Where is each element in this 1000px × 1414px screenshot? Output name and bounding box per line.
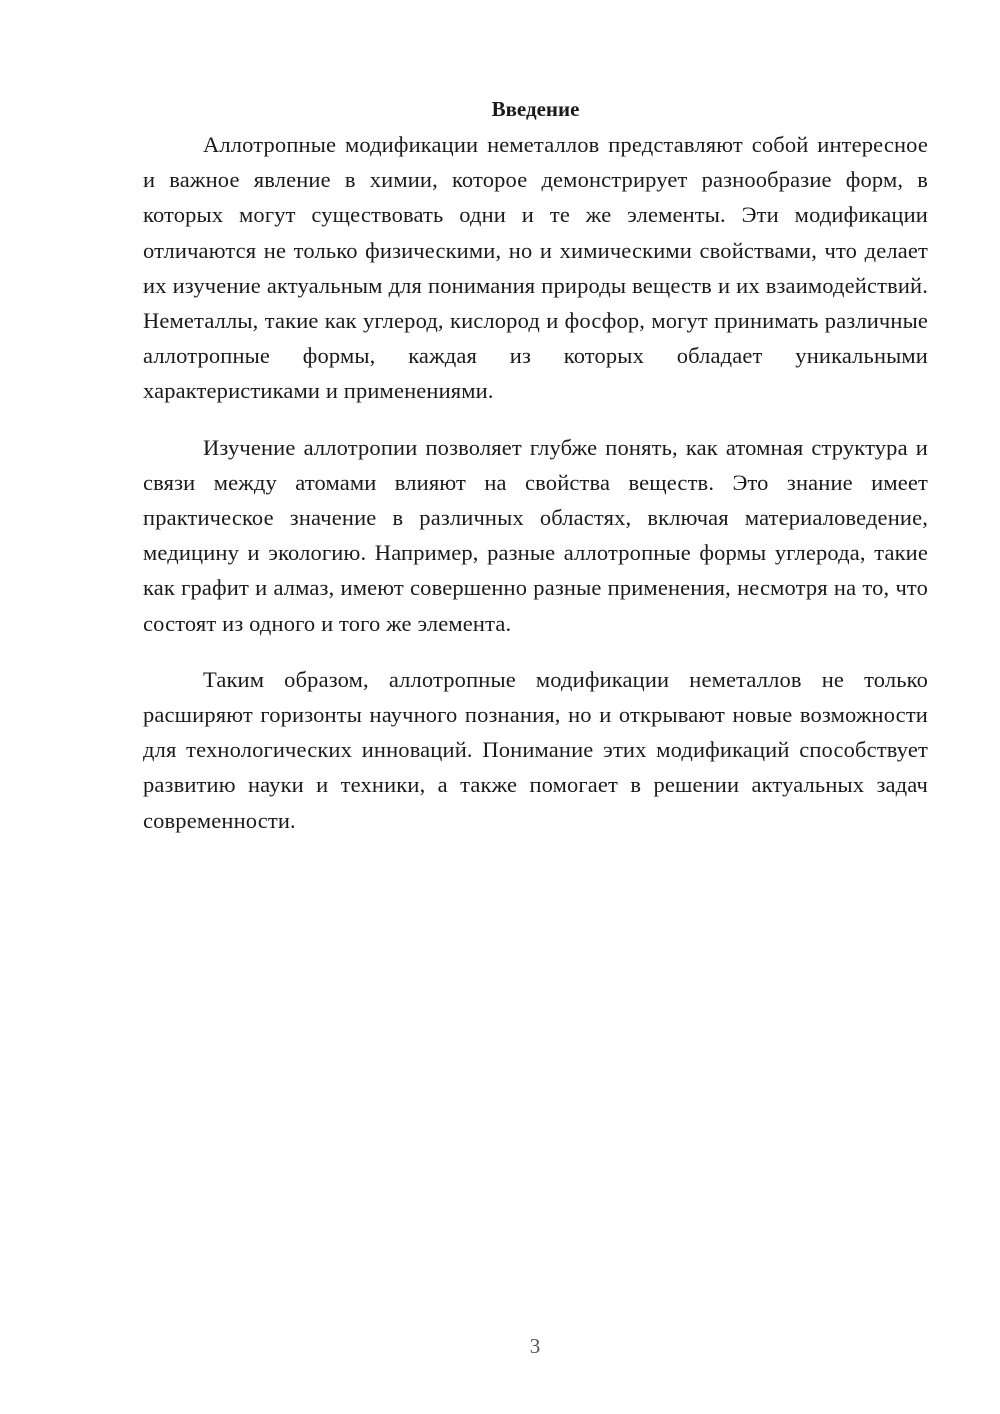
page-content <box>143 92 928 859</box>
paragraph-3: Таким образом, аллотропные модификации неметаллов не только расширяют горизонты научного познания, но и открывают новые возможности для технологических инноваций. Понимание этих модификаций способствует развитию науки и техники, а также помогает в решении актуальных задач современности. <box>143 666 928 833</box>
paragraph-2: Изучение аллотропии позволяет глубже понять, как атомная структура и связи между атомами влияют на свойства веществ. Это знание имеет практическое значение в различных областях, включая материаловедение, медицину и экологию. Например, разные аллотропные формы углерода, такие как графит и алмаз, имеют совершенно разные применения, несмотря на то, что состоят из одного и того же элемента. <box>143 434 928 636</box>
page-number: 3 <box>529 1334 541 1358</box>
section-title: Введение <box>491 97 580 121</box>
paragraph-1: Аллотропные модификации неметаллов представляют собой интересное и важное явление в химии, которое демонстрирует разнообразие форм, в которых могут существовать одни и те же элементы. Эти модификации отличаются не только физическими, но и химическими свойствами, что делает их изучение актуальным для понимания природы веществ и их взаимодействий. Неметаллы, такие как углерод, кислород и фосфор, могут принимать различные аллотропные формы, каждая из которых обладает уникальными характеристиками и применениями. <box>143 132 928 404</box>
